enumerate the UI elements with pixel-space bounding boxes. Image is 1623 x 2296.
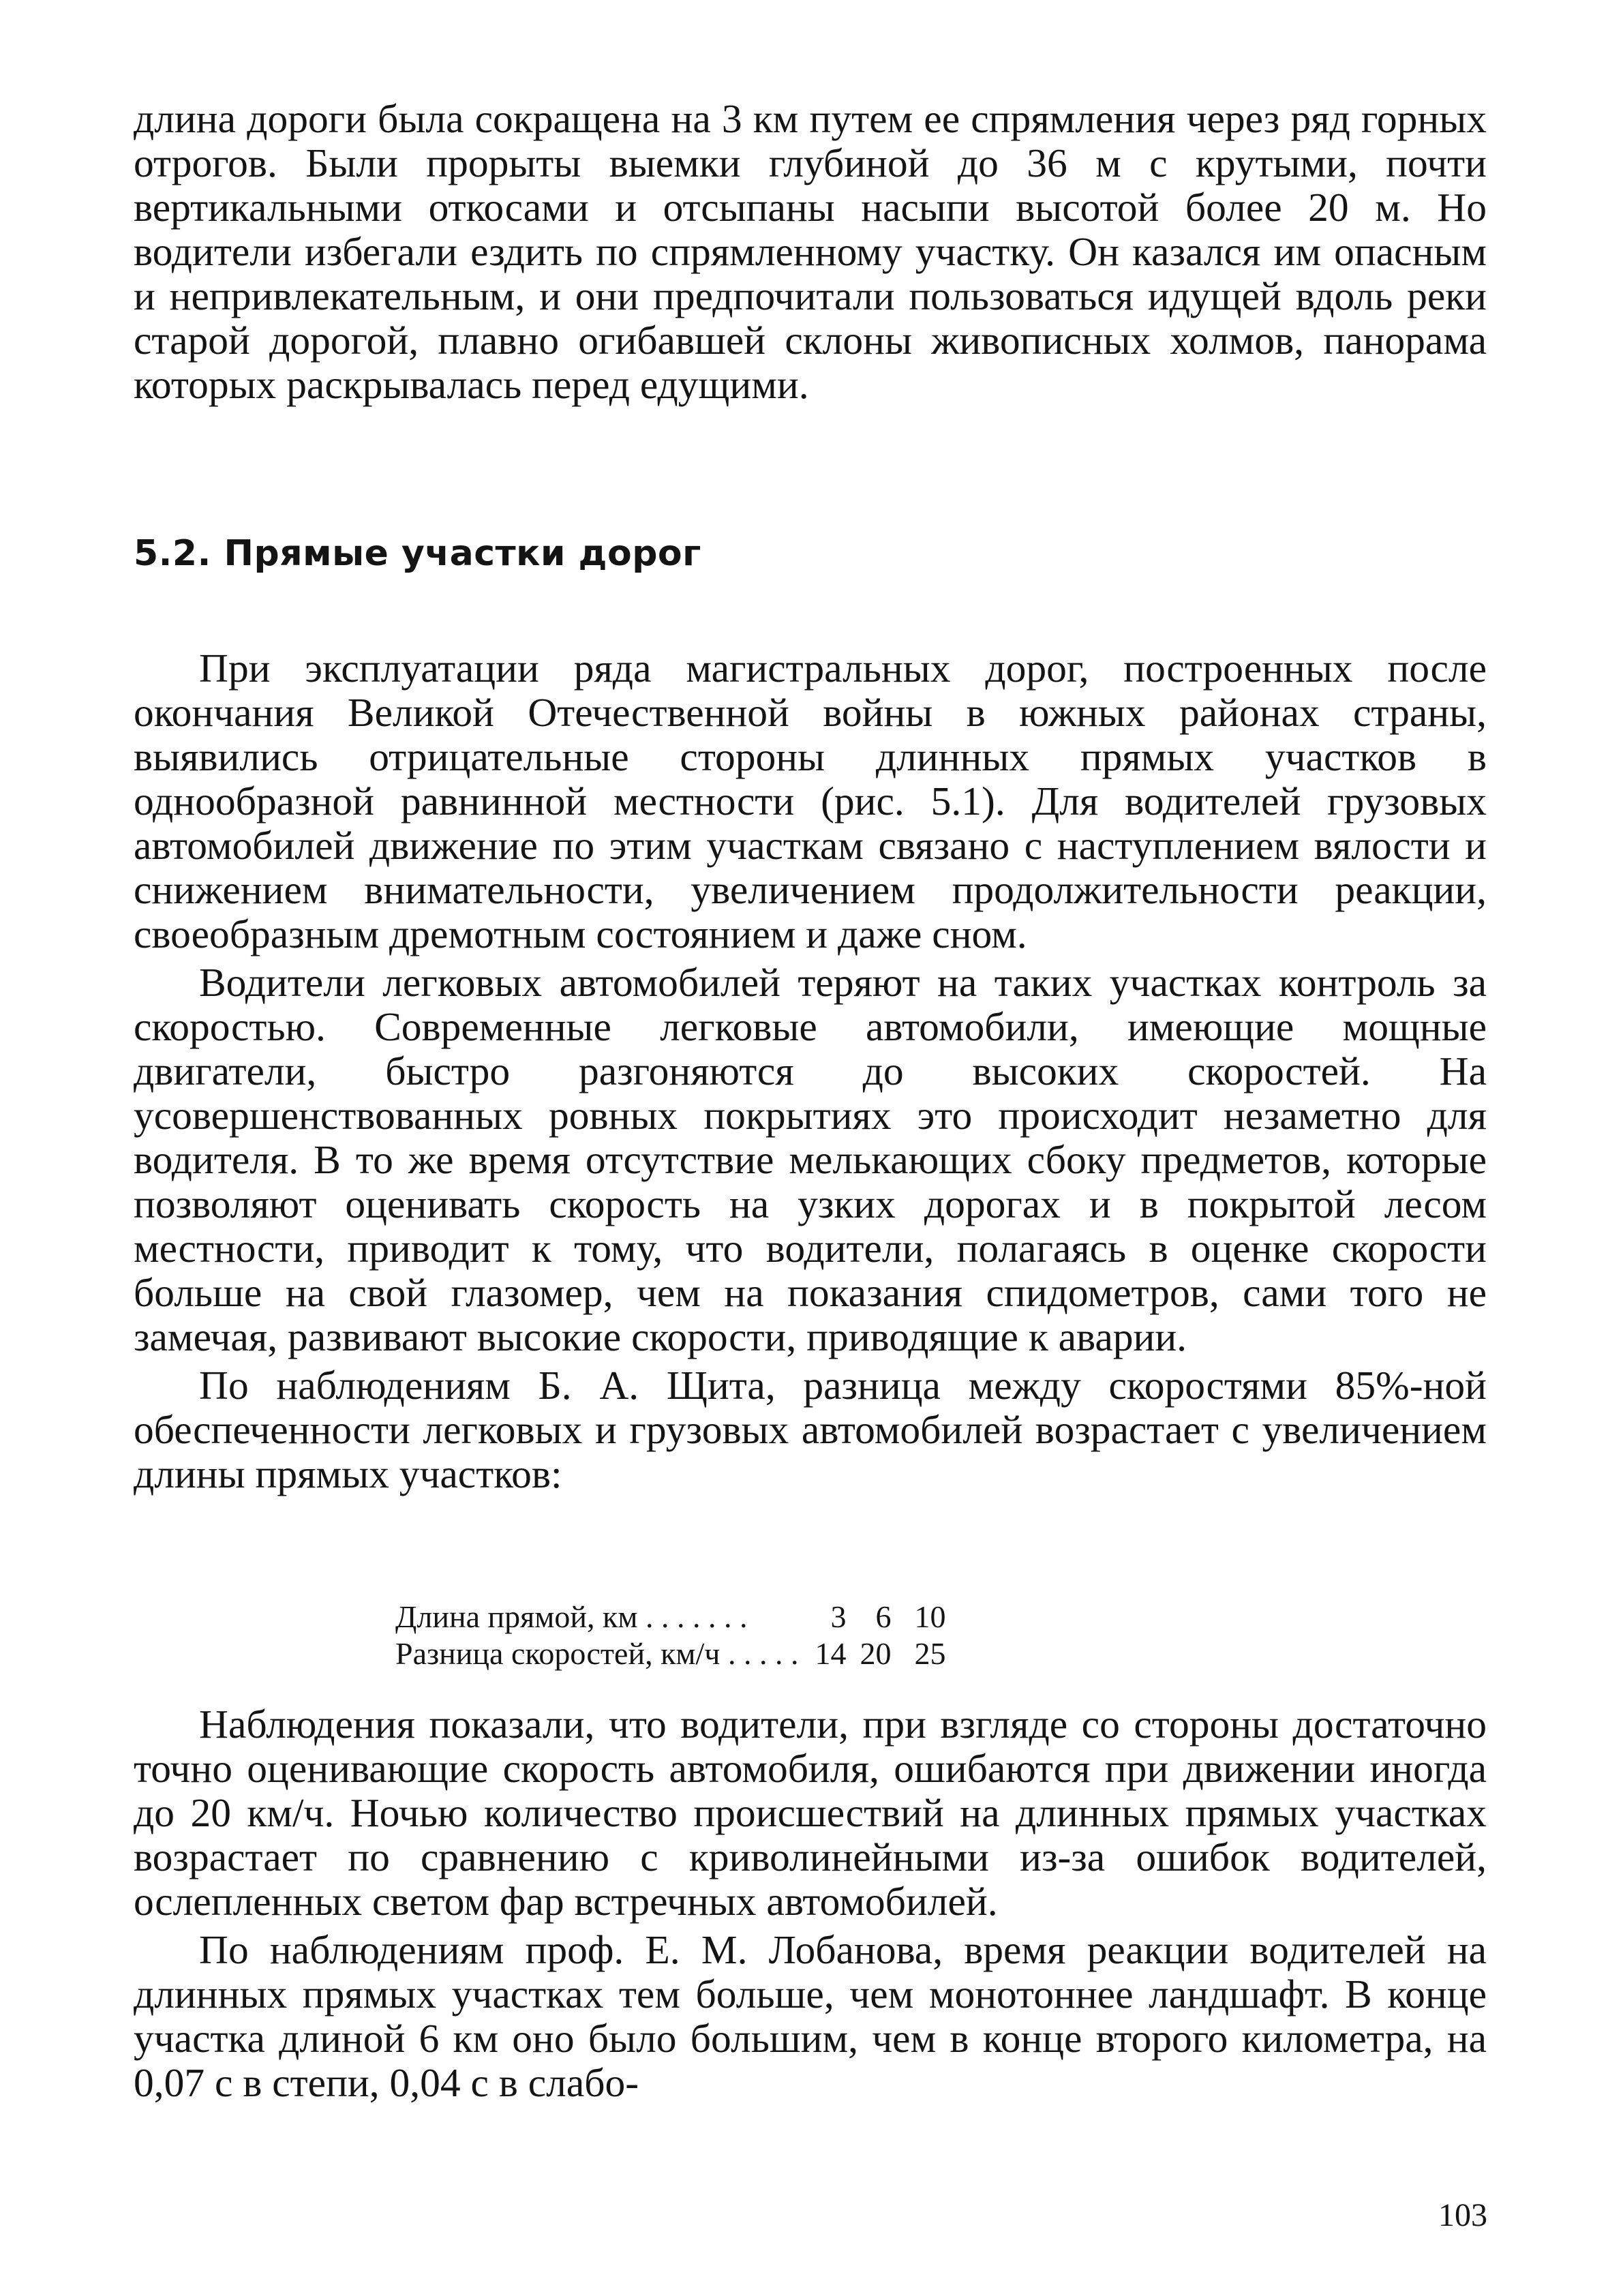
table-cell: 6 — [875, 1599, 892, 1634]
paragraph: При эксплуатации ряда магистральных дорог, построенных после окончания Великой Отечественной войны в южных районах страны, выявились отрицательные стороны длинных прямых участков в однообразной равнинной местности (рис. 5.1). Для водителей грузовых автомобилей движение по этим участкам связано с наступлением вялости и снижением внимательности, увеличением продолжительности реакции, своеобразным дремотным состоянием и даже сном. — [134, 646, 1487, 956]
section-heading: 5.2. Прямые участки дорог — [134, 533, 701, 574]
page-number: 103 — [1438, 2197, 1487, 2233]
paragraph: По наблюдениям Б. А. Щита, разница между скоростями 85%-ной обеспеченности легковых и грузовых автомобилей возрастает с увеличением длины прямых участков: — [134, 1363, 1487, 1496]
table-cell: 10 — [914, 1599, 946, 1634]
row-label: Длина прямой, км . . . . . . . — [395, 1599, 748, 1634]
paragraph-text: длина дороги была сокращена на 3 км путем ее спрямления через ряд горных отрогов. Были прорыты выемки глубиной до 36 м с крутыми, почти вертикальными откосами и отсыпаны насыпи высотой более 20 м. Но водители избегали ездить по спрямленному участку. Он казался им опасным и непривлекательным, и они предпочитали пользоваться идущей вдоль реки старой дорогой, плавно огибавшей склоны живописных холмов, панорама которых раскрывалась перед едущими. — [134, 96, 1487, 407]
table-cell: 3 — [830, 1599, 847, 1634]
table-cell: 25 — [914, 1636, 946, 1671]
speed-difference-table — [395, 1599, 945, 1672]
paragraph: Водители легковых автомобилей теряют на таких участках контроль за скоростью. Современные легковые автомобили, имеющие мощные двигатели, быстро разгоняются до высоких скоростей. На усовершенствованных ровных покрытиях это происходит незаметно для водителя. В то же время отсутствие мелькающих сбоку предметов, которые позволяют оценивать скорость на узких дорогах и в покрытой лесом местности, приводит к тому, что водители, полагаясь в оценке скорости больше на свой глазомер, чем на показания спидометров, сами того не замечая, развивают высокие скорости, приводящие к аварии. — [134, 960, 1487, 1359]
table-row-length — [395, 1599, 945, 1635]
section-body-after-table — [134, 1702, 1487, 2105]
continued-paragraph — [134, 97, 1487, 407]
table-cell: 20 — [860, 1636, 892, 1671]
paragraph: По наблюдениям проф. Е. М. Лобанова, время реакции водителей на длинных прямых участках тем больше, чем монотоннее ландшафт. В конце участка длиной 6 км оно было большим, чем в конце второго километра, на 0,07 с в степи, 0,04 с в слабо- — [134, 1927, 1487, 2105]
table-row-speed-difference — [395, 1635, 945, 1672]
paragraph: Наблюдения показали, что водители, при взгляде со стороны достаточно точно оценивающие скорость автомобиля, ошибаются при движении иногда до 20 км/ч. Ночью количество происшествий на длинных прямых участках возрастает по сравнению с криволинейными из-за ошибок водителей, ослепленных светом фар встречных автомобилей. — [134, 1702, 1487, 1924]
table-cell: 14 — [815, 1636, 847, 1671]
row-label: Разница скоростей, км/ч . . . . . — [395, 1636, 799, 1671]
section-body-before-table — [134, 646, 1487, 1496]
